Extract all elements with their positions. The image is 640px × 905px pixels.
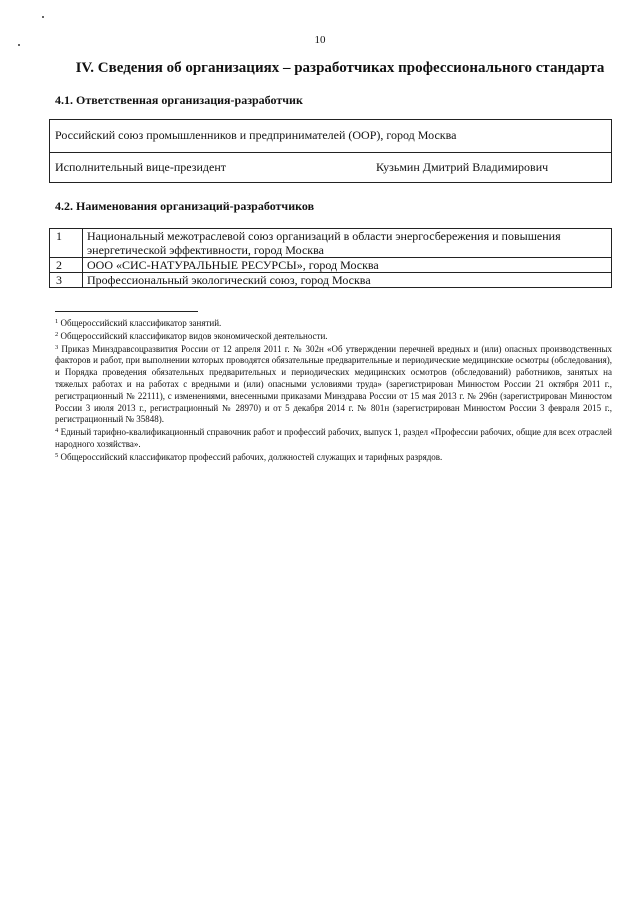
scan-speck bbox=[42, 16, 44, 18]
footnote-text: Общероссийский классификатор профессий рабочих, должностей служащих и тарифных разрядов. bbox=[60, 451, 443, 462]
footnote bbox=[55, 331, 612, 343]
footnote-mark: 3 bbox=[55, 343, 59, 351]
footnote-separator bbox=[55, 311, 198, 312]
footnote-mark: 1 bbox=[55, 318, 59, 325]
org-name-cell: Профессиональный экологический союз, город Москва bbox=[83, 273, 612, 288]
footnote bbox=[55, 427, 612, 451]
responsible-org-box bbox=[49, 119, 612, 183]
table-row bbox=[50, 273, 612, 288]
row-number: 2 bbox=[50, 258, 83, 273]
org-name-cell: ООО «СИС-НАТУРАЛЬНЫЕ РЕСУРСЫ», город Москва bbox=[83, 258, 612, 273]
developer-orgs-table bbox=[49, 228, 612, 288]
footnote-text: Приказ Минздравсоцразвития России от 12 апреля 2011 г. № 302н «Об утверждении перечней вредных и (или) опасных производственных факторов и работ, при выполнении которых проводятся обязательные предварительные и периодические медицинские осмотры (обследования), и Порядка проведения обязательных предварительных и периодических медицинских осмотров (обследований) работников, занятых на тяжелых работах и на работах с вредными и (или) опасными условиями труда» (зарегистрирован Минюстом России 21 октября 2011 г., регистрационный № 22111), с изменениями, внесенными приказами Минздрава России от 15 мая 2013 г. № 296н (зарегистрирован Минюстом России 3 июля 2013 г., регистрационный № 28970) и от 5 декабря 2014 г. № 801н (зарегистрирован Минюстом России 3 февраля 2015 г., регистрационный № 35848). bbox=[55, 343, 612, 425]
footnote-mark: 4 bbox=[55, 427, 59, 435]
org-name-cell: Национальный межотраслевой союз организаций в области энергосбережения и повышения энергетической эффективности, город Москва bbox=[83, 229, 612, 258]
table-row bbox=[50, 258, 612, 273]
footnote bbox=[55, 344, 612, 427]
footnote-text: Общероссийский классификатор видов экономической деятельности. bbox=[60, 330, 328, 341]
box-divider bbox=[50, 152, 611, 153]
footnote-text: Единый тарифно-квалификационный справочник работ и профессий рабочих, выпуск 1, раздел «Профессии рабочих, общие для всех отраслей народного хозяйства». bbox=[55, 427, 612, 449]
section-title: IV. Сведения об организациях – разработчиках профессионального стандарта bbox=[75, 60, 605, 76]
developer-orgs-heading: 4.2. Наименования организаций-разработчиков bbox=[55, 199, 315, 213]
footnotes bbox=[55, 318, 612, 465]
footnote bbox=[55, 452, 612, 464]
footnote-mark: 2 bbox=[55, 330, 59, 338]
footnote-mark: 5 bbox=[55, 451, 59, 459]
responsible-org-heading: 4.1. Ответственная организация-разработчик bbox=[55, 93, 303, 107]
responsible-person-position: Исполнительный вице-президент bbox=[55, 160, 227, 174]
page-number: 10 bbox=[314, 34, 326, 46]
footnote bbox=[55, 318, 612, 330]
footnote-text: Общероссийский классификатор занятий. bbox=[60, 318, 222, 328]
responsible-person-name: Кузьмин Дмитрий Владимирович bbox=[376, 160, 549, 174]
table-row bbox=[50, 229, 612, 258]
responsible-org-name: Российский союз промышленников и предпринимателей (ООР), город Москва bbox=[55, 128, 457, 142]
row-number: 3 bbox=[50, 273, 83, 288]
row-number: 1 bbox=[50, 229, 83, 258]
